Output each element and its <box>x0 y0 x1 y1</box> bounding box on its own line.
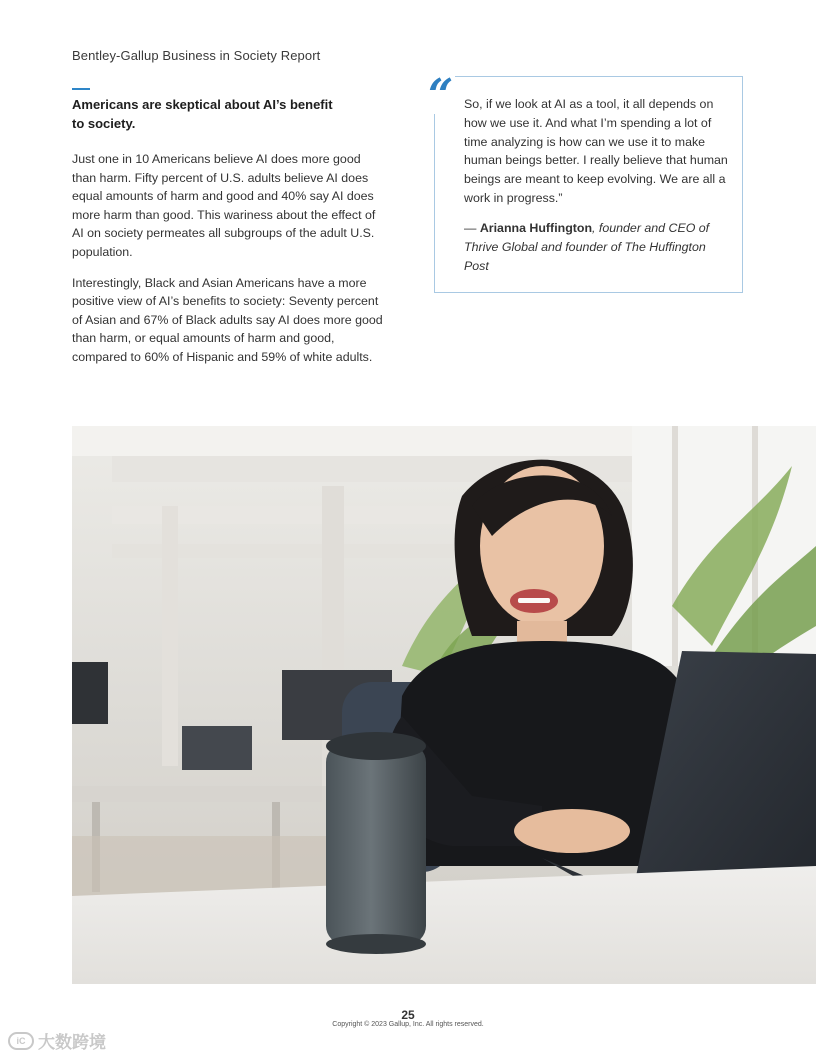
watermark-logo-icon: iC <box>8 1032 34 1050</box>
watermark <box>8 1028 106 1053</box>
body-paragraph-1: Just one in 10 Americans believe AI does more good than harm. Fifty percent of U.S. adults believe AI does equal amounts of harm and good and 40% say AI does more harm than good. This wariness about the effect of AI on society permeates all subgroups of the adult U.S. population. <box>72 152 376 259</box>
quote-attribution <box>464 219 732 275</box>
page-number: 25 <box>401 1008 415 1022</box>
left-column <box>72 95 388 379</box>
watermark-text: 大数跨境 <box>38 1033 106 1052</box>
section-accent-rule <box>72 88 90 90</box>
body-paragraph-2: Interestingly, Black and Asian Americans have a more positive view of AI’s benefits to society: Seventy percent of Asian and 67% of Black adults say AI does more good than harm, or equal amounts of harm and good, compared to 60% of Hispanic and 59% of white adults. <box>72 275 383 364</box>
quote-mark-icon: “ <box>428 70 454 121</box>
attribution-dash: — <box>464 221 480 235</box>
office-photo-illustration <box>72 426 816 984</box>
attribution-role: , founder and CEO of Thrive Global and founder of The Huffington Post <box>464 221 710 273</box>
section-heading: Americans are skeptical about AI’s benefit to society. <box>72 97 333 131</box>
copyright-notice: Copyright © 2023 Gallup, Inc. All rights reserved. <box>332 1021 484 1028</box>
attribution-name: Arianna Huffington <box>479 221 593 235</box>
office-photo <box>72 426 816 984</box>
running-title: Bentley-Gallup Business in Society Report <box>72 48 321 63</box>
pull-quote-text: So, if we look at AI as a tool, it all depends on how we use it. And what I’m spending a lot of time analyzing is how can we use it to make human beings better. I really believe that human beings are meant to keep evolving. We are all a work in progress.” <box>464 97 728 205</box>
